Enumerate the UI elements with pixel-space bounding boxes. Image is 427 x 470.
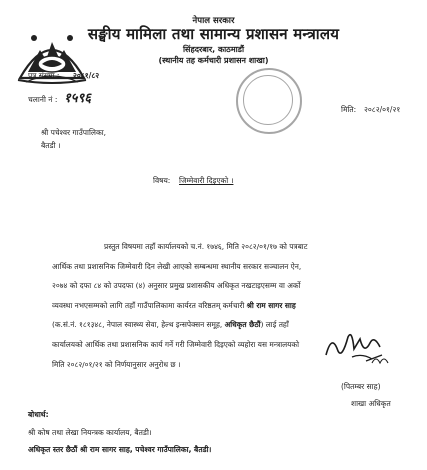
body-line: मिति २०८२/०१/२१ को निर्णयानुसार अनुरोध छ ।: [52, 359, 181, 369]
cc-line1: श्री कोष तथा लेखा नियन्त्रक कार्यालय, बैतडी।: [28, 428, 152, 437]
chalani-label: चलानी नं :: [28, 95, 58, 104]
employee-name: श्री राम सागर साह: [246, 300, 296, 310]
subject-text: जिम्मेवारी दिइएको ।: [179, 176, 234, 185]
employee-level: अधिकृत छैठौं: [224, 320, 261, 330]
recipient-line1: श्री पचेश्वर गाउँपालिका,: [41, 128, 107, 137]
branch-name: (स्थानीय तह कर्मचारी प्रशासन शाखा): [158, 56, 269, 65]
signatory-designation: शाखा अधिकृत: [351, 399, 391, 408]
ministry-title: सङ्घीय मामिला तथा सामान्य प्रशासन मन्त्रालय: [87, 25, 340, 43]
cc-line2: अधिकृत स्तर छैठौं श्री राम सागर साह, पचेश्वर गाउँपालिका, बैतडी।: [28, 445, 212, 454]
body-line: कार्यालयको आर्थिक तथा प्रशासनिक कार्य गर्ने गरी जिम्मेवारी दिइएको व्यहोरा यस मन्त्रालयको: [52, 339, 300, 349]
patra-sankhya-value: २०८१/८२: [73, 71, 100, 80]
body-line: २०७४ को दफा ८४ को उपदफा (४) अनुसार प्रमुख प्रशासकीय अधिकृत नखटाइएसम्म वा अर्को: [52, 281, 301, 291]
body-text: व्यवस्था नभएसम्मको लागि तहाँ गाउँपालिकामा कार्यरत वरिष्ठतम् कर्मचारी: [52, 300, 247, 310]
ministry-address: सिंहदरबार, काठमाडौं: [182, 45, 245, 54]
date-label: मिति:: [341, 105, 357, 114]
cc-label: बोधार्थ:: [28, 410, 49, 419]
patra-sankhya-label: पत्र संख्या :: [28, 71, 60, 80]
body-text: (क.सं.नं. १८१३४८, नेपाल स्वास्थ्य सेवा, हेल्थ इन्सपेक्सन समूह,: [52, 320, 225, 330]
signature-image: [322, 325, 392, 367]
official-seal-inner: [243, 75, 293, 125]
subject-label: विषय:: [153, 176, 171, 185]
signatory-name: (पितम्बर साह): [341, 382, 381, 391]
body-line: [52, 296, 412, 316]
body-line: आर्थिक तथा प्रशासनिक जिम्मेवारी दिन लेखी आएको सम्बन्धमा स्थानीय सरकार सञ्चालन ऐन,: [52, 261, 302, 271]
body-text: ) लाई तहाँ: [260, 320, 289, 330]
body-line: प्रस्तुत विषयमा तहाँ कार्यालयको च.नं. १७४६, मिति २०८२/०१/१७ को पत्रबाट: [104, 242, 308, 251]
date-value: २०८२/०१/२१: [364, 105, 401, 114]
government-heading: नेपाल सरकार: [192, 16, 235, 26]
chalani-number-handwritten: १५९६: [64, 91, 92, 106]
recipient-line2: बैतडी ।: [41, 141, 61, 150]
